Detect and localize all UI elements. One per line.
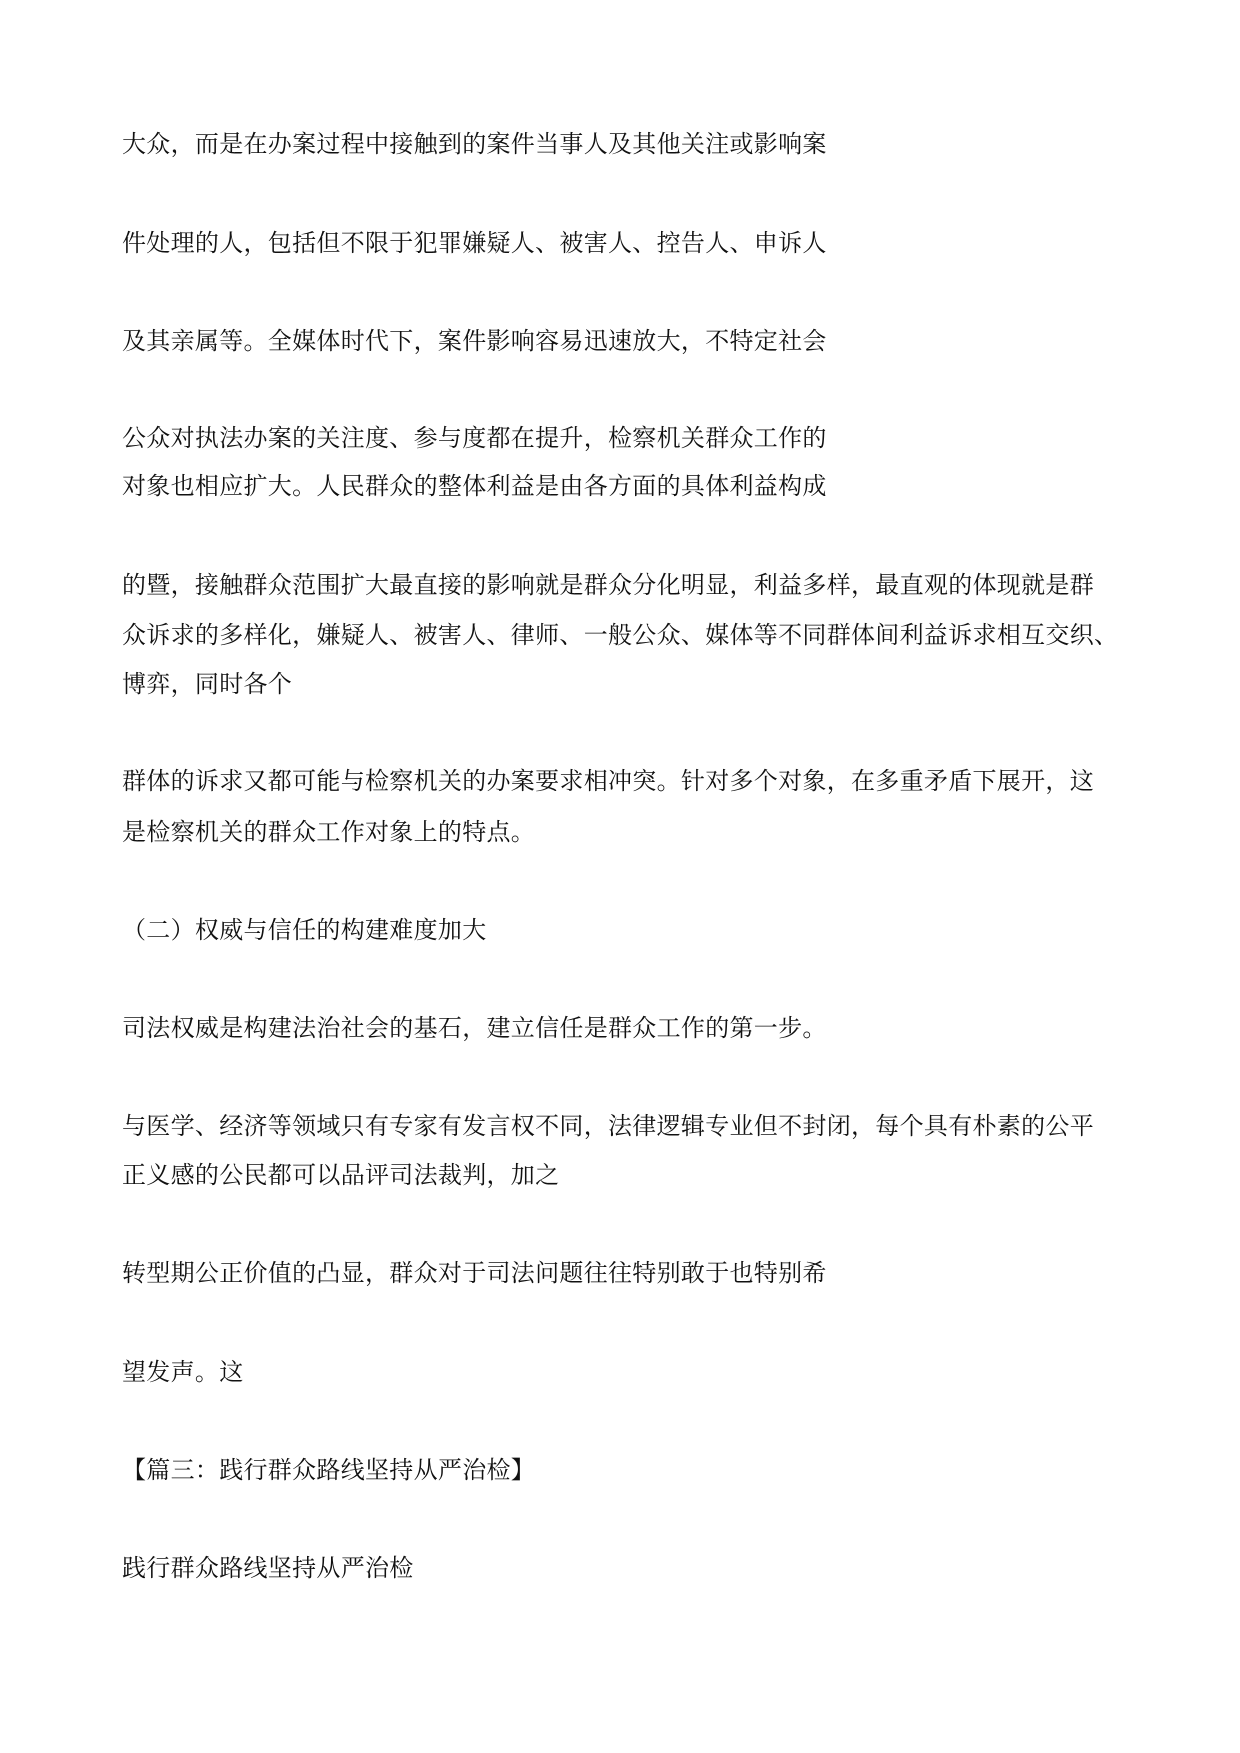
text-line: 大众，而是在办案过程中接触到的案件当事人及其他关注或影响案 [122,130,827,158]
text-line: 及其亲属等。全媒体时代下，案件影响容易迅速放大，不特定社会 [122,327,827,355]
article-title: 【篇三：践行群众路线坚持从严治检】 [122,1456,536,1484]
text-line: 望发声。这 [122,1358,244,1386]
text-line: 践行群众路线坚持从严治检 [122,1554,414,1582]
text-line: 群体的诉求又都可能与检察机关的办案要求相冲突。针对多个对象，在多重矛盾下展开，这 [122,767,1094,795]
text-line: 博弈，同时各个 [122,670,293,698]
text-line: 众诉求的多样化，嫌疑人、被害人、律师、一般公众、媒体等不同群体间利益诉求相互交织、 [122,621,1119,649]
text-line: 司法权威是构建法治社会的基石，建立信任是群众工作的第一步。 [122,1014,827,1042]
section-heading: （二）权威与信任的构建难度加大 [122,916,487,944]
text-line: 转型期公正价值的凸显，群众对于司法问题往往特别敢于也特别希 [122,1259,827,1287]
text-line: 的暨，接触群众范围扩大最直接的影响就是群众分化明显，利益多样，最直观的体现就是群 [122,571,1094,599]
text-line: 是检察机关的群众工作对象上的特点。 [122,818,536,846]
text-line: 对象也相应扩大。人民群众的整体利益是由各方面的具体利益构成 [122,472,827,500]
text-line: 与医学、经济等领域只有专家有发言权不同，法律逻辑专业但不封闭，每个具有朴素的公平 [122,1112,1094,1140]
text-line: 件处理的人，包括但不限于犯罪嫌疑人、被害人、控告人、申诉人 [122,229,827,257]
text-line: 公众对执法办案的关注度、参与度都在提升，检察机关群众工作的 [122,424,827,452]
text-line: 正义感的公民都可以品评司法裁判，加之 [122,1161,560,1189]
